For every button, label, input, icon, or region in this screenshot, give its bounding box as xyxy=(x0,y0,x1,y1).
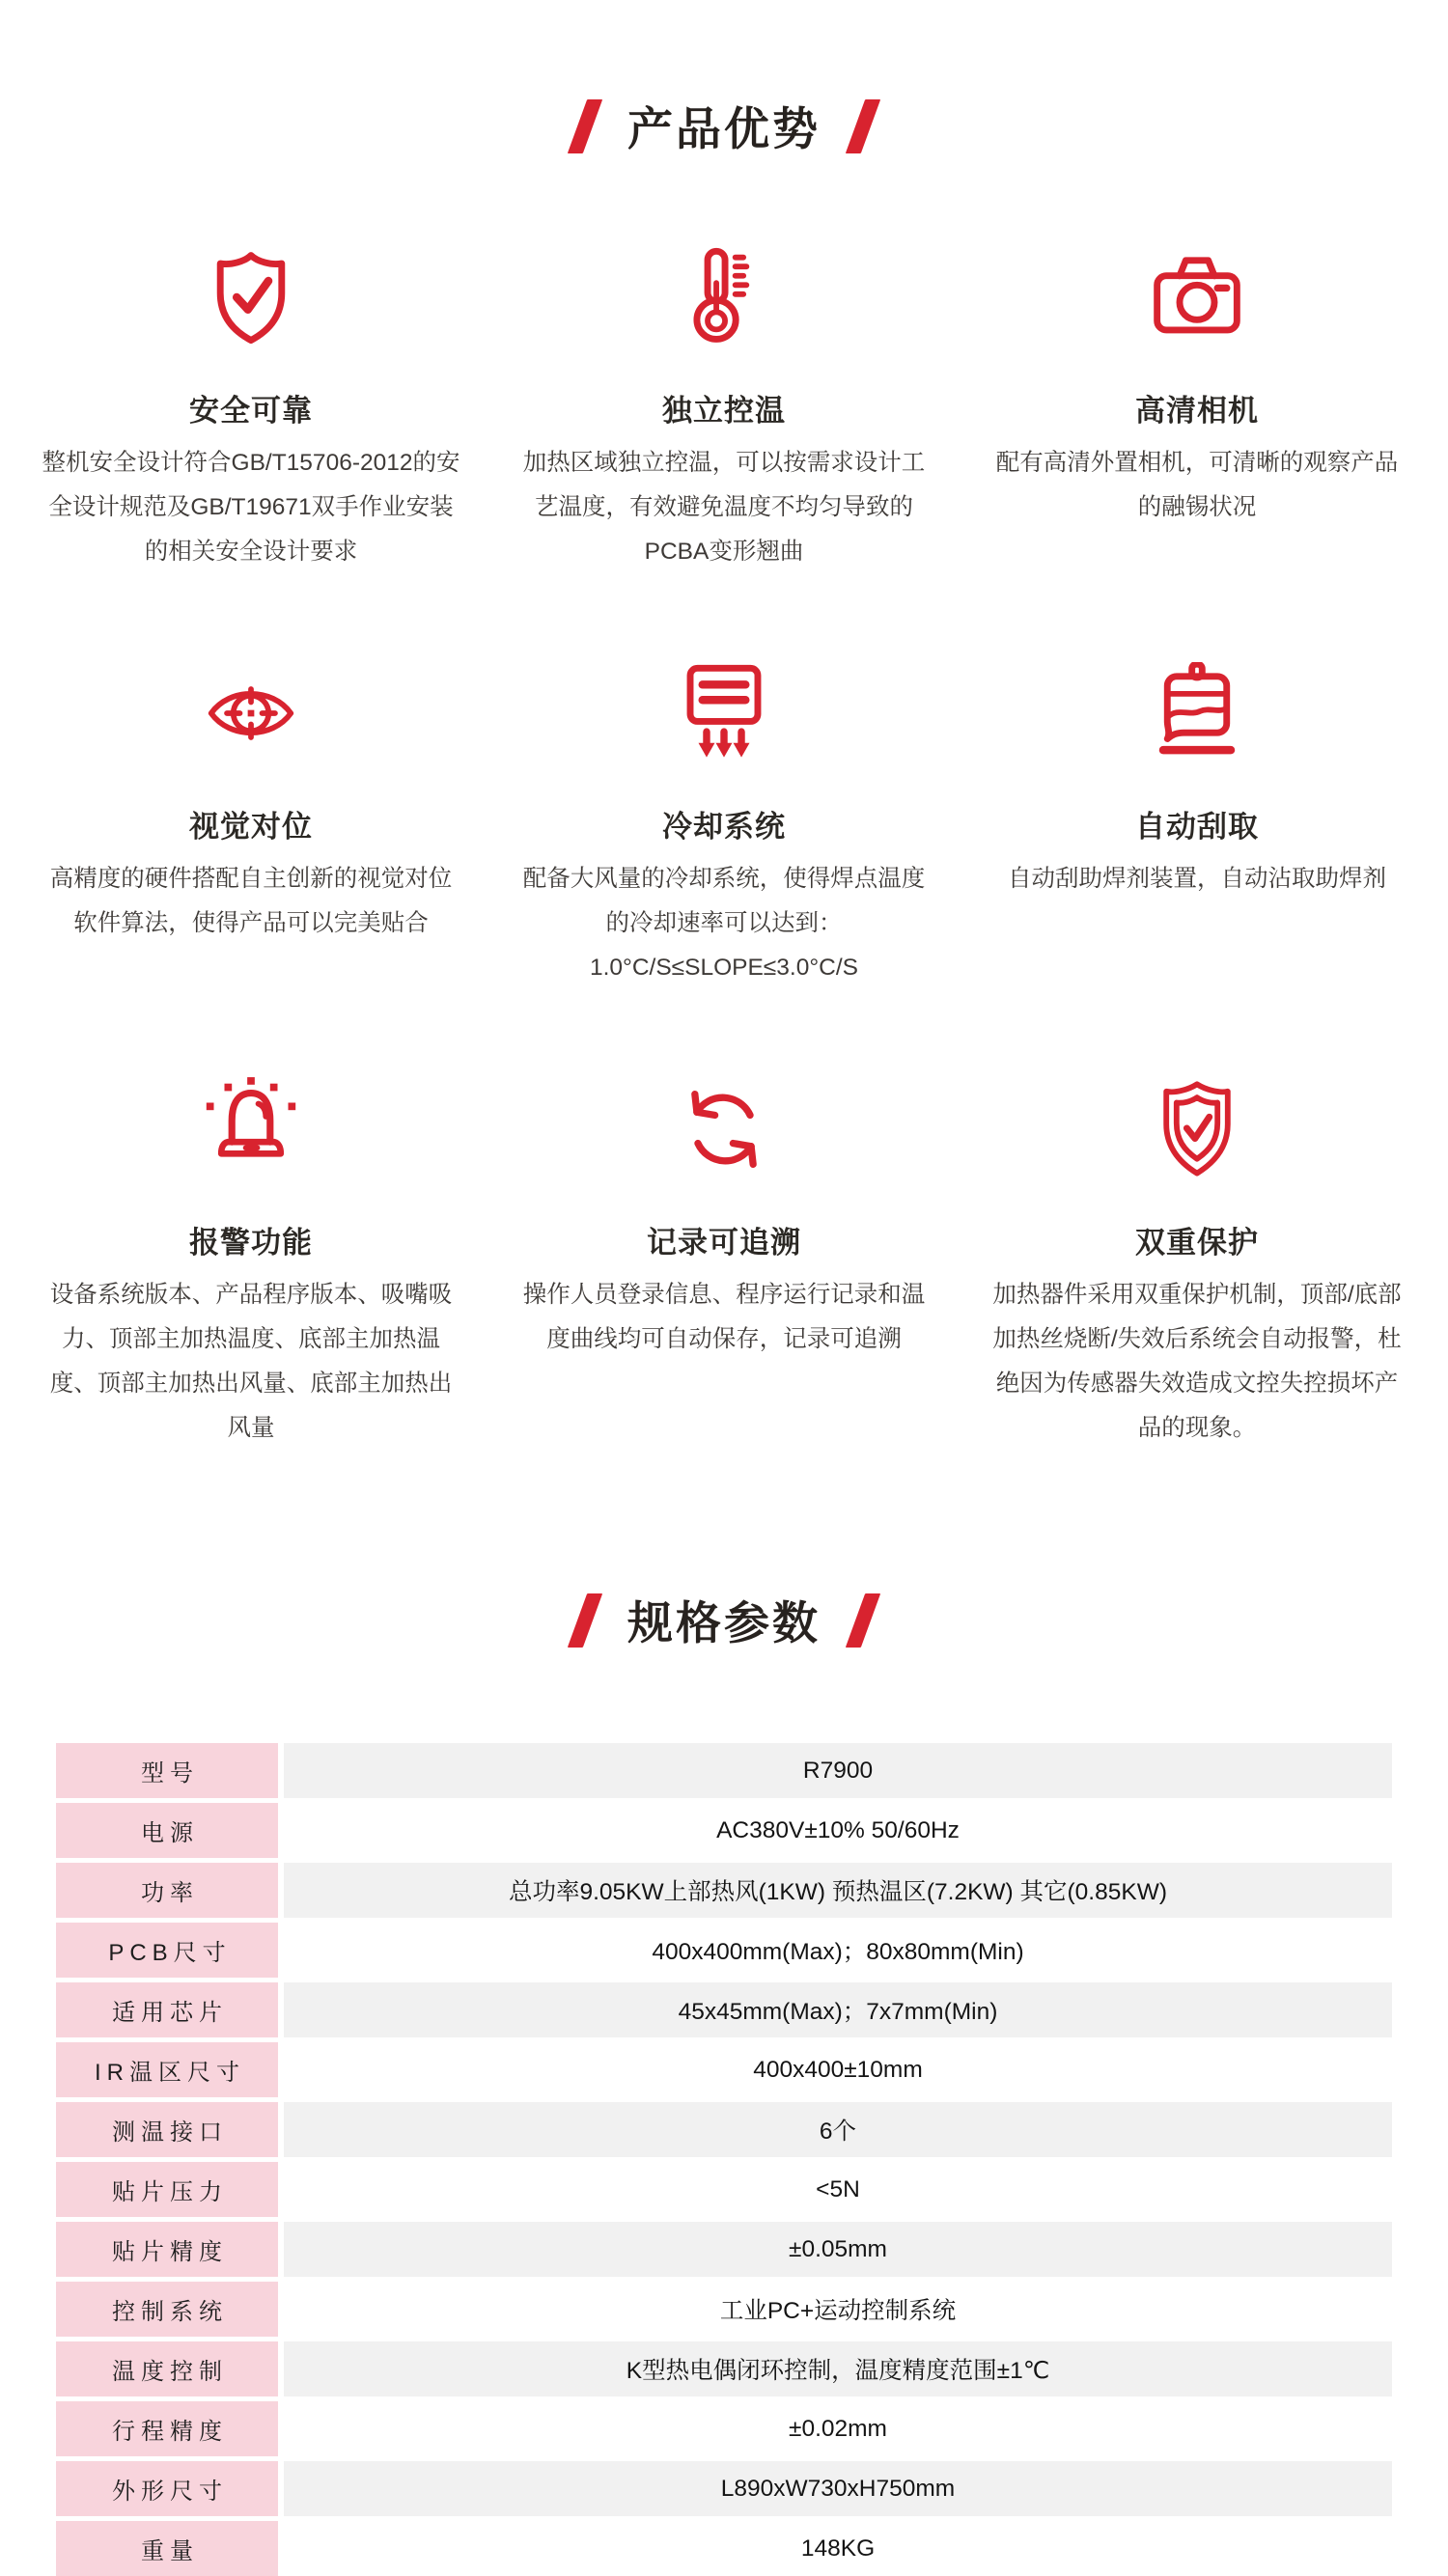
table-row xyxy=(56,1863,1392,1918)
feature-desc: 加热器件采用双重保护机制，顶部/底部加热丝烧断/失效后系统会自动报警，杜绝因为传感器失效造成文控失控损坏产品的现象。 xyxy=(992,1282,1402,1441)
spec-value: 400x400±10mm xyxy=(284,2042,1392,2097)
feature-title: 安全可靠 xyxy=(189,394,313,428)
red-slash-icon xyxy=(568,99,602,153)
section-title-text: 产品优势 xyxy=(627,103,821,154)
feature-card-safety xyxy=(39,243,463,574)
section-title-advantages xyxy=(0,94,1448,158)
spec-label: IR温区尺寸 xyxy=(56,2042,278,2097)
specs-section xyxy=(0,1588,1448,2576)
feature-card-cooling xyxy=(512,659,936,990)
spec-label: 贴片精度 xyxy=(56,2222,278,2277)
feature-card-alarm xyxy=(39,1075,463,1451)
spec-label: 控制系统 xyxy=(56,2282,278,2337)
spec-label: 温度控制 xyxy=(56,2341,278,2396)
flux-brush-icon xyxy=(1146,659,1248,767)
refresh-arrows-icon xyxy=(674,1075,774,1183)
feature-desc: 加热区域独立控温，可以按需求设计工艺温度，有效避免温度不均匀导致的PCBA变形翘曲 xyxy=(522,450,926,565)
double-shield-icon xyxy=(1146,1075,1248,1183)
spec-label: 外形尺寸 xyxy=(56,2461,278,2516)
feature-title: 视觉对位 xyxy=(189,810,313,844)
spec-label: 重量 xyxy=(56,2521,278,2576)
spec-label: 适用芯片 xyxy=(56,1982,278,2037)
spec-value: R7900 xyxy=(284,1743,1392,1798)
feature-card-vision xyxy=(39,659,463,990)
table-row xyxy=(56,2282,1392,2337)
feature-title: 双重保护 xyxy=(1135,1226,1259,1260)
feature-desc: 高精度的硬件搭配自主创新的视觉对位软件算法，使得产品可以完美贴合 xyxy=(49,866,453,936)
red-slash-icon xyxy=(568,1593,602,1648)
spec-value: <5N xyxy=(284,2162,1392,2217)
table-row xyxy=(56,2461,1392,2516)
spec-label: 贴片压力 xyxy=(56,2162,278,2217)
table-row xyxy=(56,2042,1392,2097)
feature-desc: 设备系统版本、产品程序版本、吸嘴吸力、顶部主加热温度、底部主加热温度、顶部主加热出风量、底部主加热出风量 xyxy=(49,1282,453,1441)
spec-value: L890xW730xH750mm xyxy=(284,2461,1392,2516)
spec-value: ±0.02mm xyxy=(284,2401,1392,2456)
spec-value: 45x45mm(Max)；7x7mm(Min) xyxy=(284,1982,1392,2037)
feature-desc: 自动刮助焊剂装置，自动沾取助焊剂 xyxy=(1008,866,1386,892)
table-row xyxy=(56,1803,1392,1858)
spec-value: K型热电偶闭环控制，温度精度范围±1℃ xyxy=(284,2341,1392,2396)
spec-value: 148KG xyxy=(284,2521,1392,2576)
feature-card-protection xyxy=(985,1075,1409,1451)
spec-label: 功率 xyxy=(56,1863,278,1918)
alarm-siren-icon xyxy=(198,1075,304,1183)
table-row xyxy=(56,2341,1392,2396)
camera-icon xyxy=(1146,243,1248,351)
feature-title: 高清相机 xyxy=(1135,394,1259,428)
spec-value: AC380V±10% 50/60Hz xyxy=(284,1803,1392,1858)
eye-target-icon xyxy=(197,659,305,767)
feature-title: 自动刮取 xyxy=(1135,810,1259,844)
spec-label: 型号 xyxy=(56,1743,278,1798)
feature-desc: 整机安全设计符合GB/T15706-2012的安全设计规范及GB/T19671双手作业安装的相关安全设计要求 xyxy=(42,450,460,565)
table-row xyxy=(56,2222,1392,2277)
feature-title: 报警功能 xyxy=(189,1226,313,1260)
feature-desc: 配备大风量的冷却系统，使得焊点温度的冷却速率可以达到：1.0°C/S≤SLOPE≤3.0°C/S xyxy=(522,866,926,981)
spec-value: 总功率9.05KW上部热风(1KW) 预热温区(7.2KW) 其它(0.85KW) xyxy=(284,1863,1392,1918)
spec-table xyxy=(56,1743,1392,2576)
feature-desc: 操作人员登录信息、程序运行记录和温度曲线均可自动保存，记录可追溯 xyxy=(522,1282,926,1352)
spec-label: 测温接口 xyxy=(56,2102,278,2157)
feature-title: 冷却系统 xyxy=(662,810,786,844)
feature-title: 记录可追溯 xyxy=(647,1226,801,1260)
feature-card-flux xyxy=(1008,659,1386,990)
table-row xyxy=(56,1743,1392,1798)
advantages-grid xyxy=(17,243,1431,1451)
spec-value: ±0.05mm xyxy=(284,2222,1392,2277)
red-slash-icon xyxy=(846,99,880,153)
table-row xyxy=(56,2401,1392,2456)
table-row xyxy=(56,1923,1392,1978)
shield-check-icon xyxy=(200,243,302,351)
spec-label: PCB尺寸 xyxy=(56,1923,278,1978)
feature-title: 独立控温 xyxy=(662,394,786,428)
feature-card-records xyxy=(512,1075,936,1451)
feature-card-camera xyxy=(985,243,1409,574)
table-row xyxy=(56,1982,1392,2037)
section-title-text: 规格参数 xyxy=(627,1597,821,1648)
thermometer-icon xyxy=(673,243,775,351)
spec-label: 行程精度 xyxy=(56,2401,278,2456)
table-row xyxy=(56,2102,1392,2157)
spec-label: 电源 xyxy=(56,1803,278,1858)
cooling-vent-icon xyxy=(673,659,775,767)
feature-desc: 配有高清外置相机，可清晰的观察产品的融锡状况 xyxy=(995,450,1399,520)
spec-value: 工业PC+运动控制系统 xyxy=(284,2282,1392,2337)
red-slash-icon xyxy=(846,1593,880,1648)
table-row xyxy=(56,2521,1392,2576)
spec-value: 400x400mm(Max)；80x80mm(Min) xyxy=(284,1923,1392,1978)
feature-card-temperature xyxy=(512,243,936,574)
table-row xyxy=(56,2162,1392,2217)
spec-value: 6个 xyxy=(284,2102,1392,2157)
section-title-specs xyxy=(0,1588,1448,1652)
